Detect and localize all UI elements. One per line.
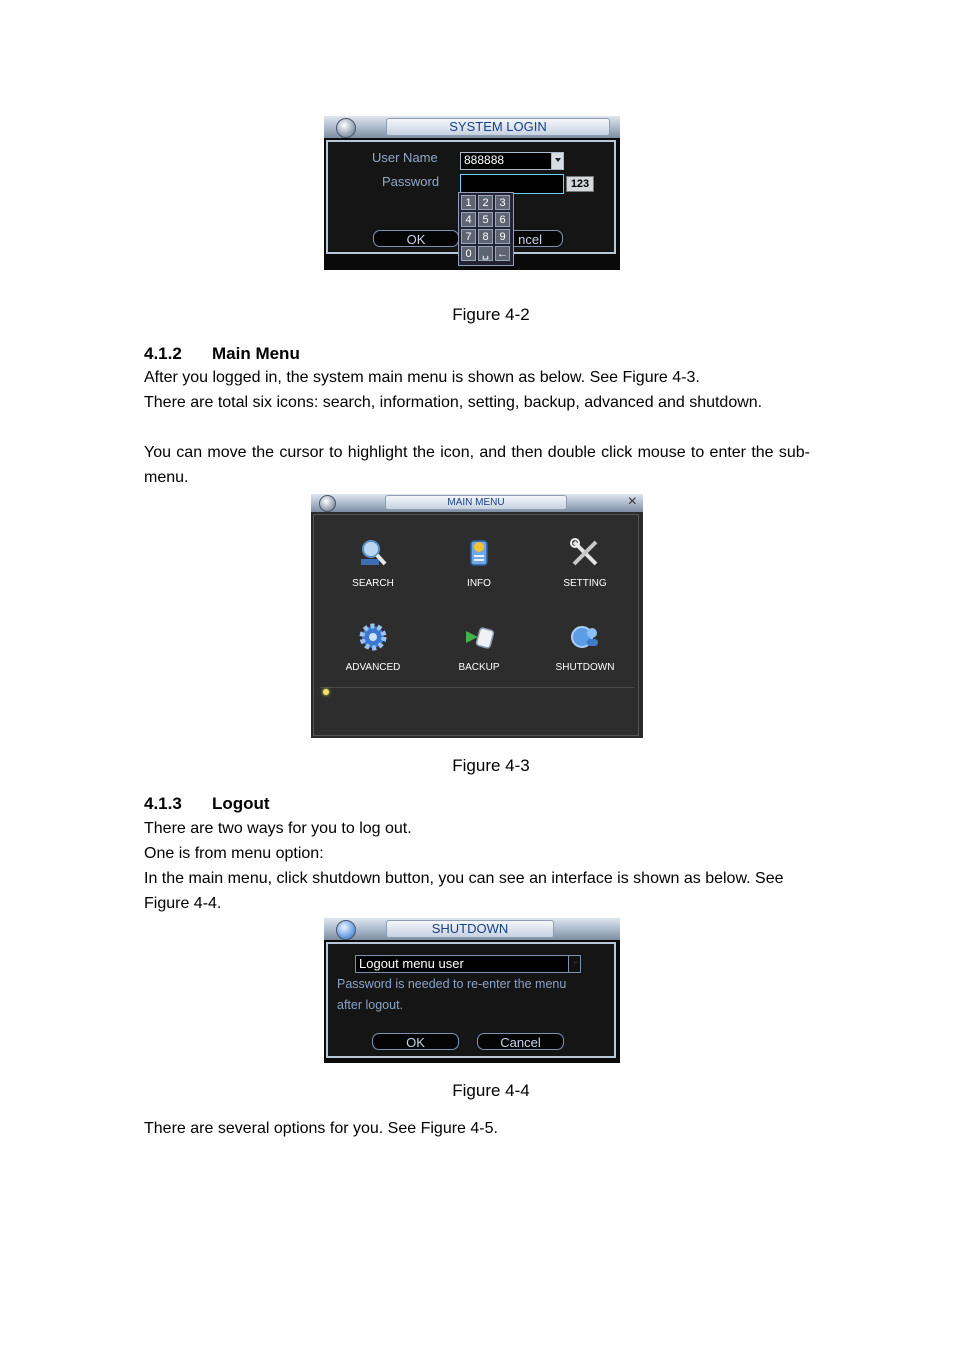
key-2[interactable]: 2 (478, 195, 493, 210)
dialog-title: SHUTDOWN (386, 920, 554, 938)
ok-button[interactable]: OK (373, 230, 459, 247)
figure-caption: Figure 4-2 (452, 305, 530, 324)
shutdown-option-select[interactable] (355, 955, 581, 973)
section-title: Main Menu (212, 344, 300, 363)
main-menu-panel (313, 514, 639, 736)
menu-item-advanced[interactable] (323, 621, 423, 673)
section-heading (144, 344, 300, 364)
numeric-keypad (458, 192, 514, 266)
key-6[interactable]: 6 (495, 212, 510, 227)
logout-message-line: after logout. (337, 998, 404, 1012)
chevron-down-icon[interactable] (551, 153, 563, 169)
section-number: 4.1.3 (144, 794, 182, 813)
key-9[interactable]: 9 (495, 229, 510, 244)
title-bar (311, 494, 643, 512)
system-login-screenshot (324, 116, 620, 270)
paragraph: There are several options for you. See Figure 4-5. (144, 1120, 498, 1137)
menu-label: SETTING (563, 578, 607, 589)
paragraph: You can move the cursor to highlight the icon, and then double click mouse to enter the sub-menu. (144, 444, 810, 486)
ok-button[interactable]: OK (372, 1033, 459, 1050)
menu-label: ADVANCED (345, 662, 401, 673)
cancel-label: ncel (518, 232, 542, 247)
shutdown-screenshot (324, 918, 620, 1063)
section-heading (144, 794, 270, 814)
figure-caption: Figure 4-4 (452, 1081, 530, 1100)
menu-label: SEARCH (352, 578, 394, 589)
shutdown-option-value: Logout menu user (359, 956, 464, 971)
section-number: 4.1.2 (144, 344, 182, 363)
title-bar (324, 918, 620, 940)
input-mode-badge[interactable]: 123 (566, 176, 594, 192)
info-icon (463, 537, 495, 569)
user-name-value: 888888 (464, 153, 505, 167)
cancel-button[interactable]: Cancel (477, 1033, 564, 1050)
paragraph: After you logged in, the system main menu is shown as below. See Figure 4-3. (144, 369, 700, 386)
key-8[interactable]: 8 (478, 229, 493, 244)
key-4[interactable]: 4 (461, 212, 476, 227)
paragraph: One is from menu option: (144, 845, 324, 862)
key-1[interactable]: 1 (461, 195, 476, 210)
menu-item-info[interactable] (429, 537, 529, 589)
title-bar (324, 116, 620, 138)
menu-item-setting[interactable] (535, 537, 635, 589)
shutdown-panel (326, 942, 616, 1058)
menu-item-search[interactable] (323, 537, 423, 589)
key-5[interactable]: 5 (478, 212, 493, 227)
paragraph: In the main menu, click shutdown button, you can see an interface is shown as below. See Figure 4-4. (144, 870, 784, 912)
backup-icon (463, 621, 495, 653)
menu-label: SHUTDOWN (555, 662, 615, 673)
key-0[interactable]: 0 (461, 246, 476, 261)
logo-icon (336, 118, 356, 138)
gear-icon (357, 621, 389, 653)
main-menu-screenshot (311, 494, 643, 738)
dialog-title: SYSTEM LOGIN (386, 118, 610, 136)
space-key[interactable]: ␣ (478, 246, 493, 261)
logo-icon (336, 920, 356, 940)
figure-caption: Figure 4-3 (452, 756, 530, 775)
search-icon (357, 537, 389, 569)
paragraph: There are two ways for you to log out. (144, 820, 412, 837)
password-label: Password (382, 174, 440, 189)
section-title: Logout (212, 794, 270, 813)
divider (320, 687, 634, 688)
key-3[interactable]: 3 (495, 195, 510, 210)
shutdown-icon (569, 621, 601, 653)
backspace-key[interactable]: ← (497, 248, 508, 260)
user-name-select[interactable] (460, 152, 564, 170)
menu-item-shutdown[interactable] (535, 621, 635, 673)
dialog-title: MAIN MENU (385, 495, 567, 510)
key-7[interactable]: 7 (461, 229, 476, 244)
lightbulb-icon (323, 689, 329, 695)
menu-label: BACKUP (458, 662, 500, 673)
close-icon[interactable]: × (627, 494, 637, 510)
menu-item-backup[interactable] (429, 621, 529, 673)
user-name-label: User Name (372, 150, 438, 165)
paragraph: There are total six icons: search, information, setting, backup, advanced and shutdown. (144, 394, 763, 411)
menu-label: INFO (467, 578, 491, 589)
chevron-down-icon[interactable] (568, 956, 580, 972)
logo-icon (319, 495, 336, 512)
password-field[interactable] (460, 174, 564, 194)
logout-message-line: Password is needed to re-enter the menu (337, 977, 567, 991)
wrench-screwdriver-icon (569, 537, 601, 569)
